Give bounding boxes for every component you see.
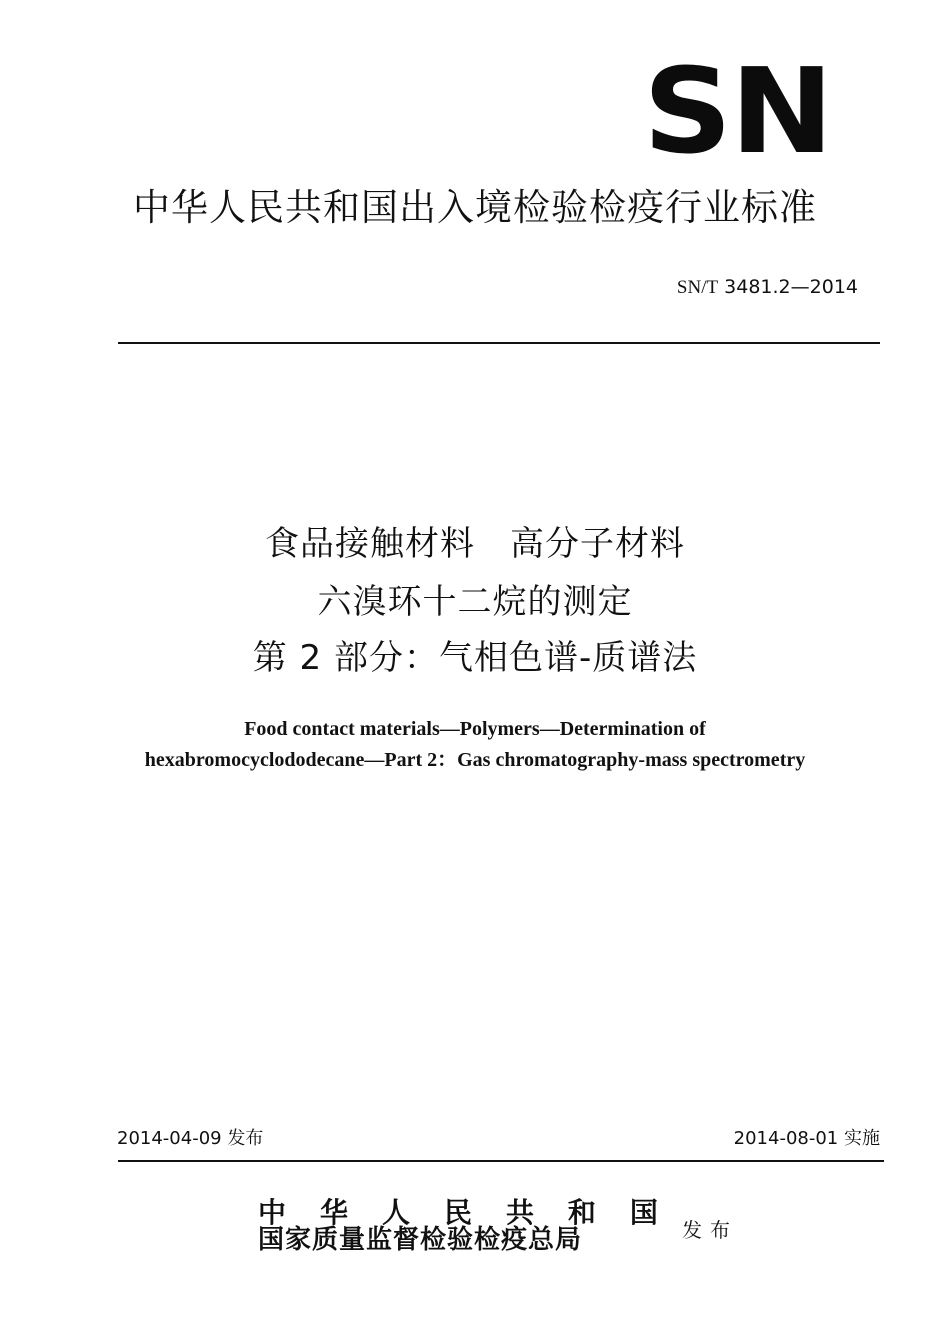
issuer-char: 民 bbox=[443, 1196, 472, 1229]
title-zh-line1: 食品接触材料 高分子材料 bbox=[265, 524, 685, 564]
bottom-divider bbox=[118, 1160, 884, 1162]
top-divider bbox=[118, 342, 880, 344]
implement-date: 2014-08-01 实施 bbox=[733, 1128, 880, 1149]
title-zh-line2: 六溴环十二烷的测定 bbox=[317, 582, 633, 622]
issuer-char: 共 bbox=[505, 1196, 534, 1229]
title-zh-line3: 第 2 部分：气相色谱-质谱法 bbox=[252, 638, 698, 678]
sn-logo: SN bbox=[643, 42, 832, 180]
issuer-char: 人 bbox=[381, 1196, 410, 1229]
organization-standard-title: 中华人民共和国出入境检验检疫行业标准 bbox=[133, 186, 817, 229]
publish-date: 2014-04-09 发布 bbox=[117, 1128, 264, 1149]
issuer-char: 国 bbox=[629, 1196, 658, 1229]
issue-action: 发布 bbox=[682, 1218, 738, 1242]
standard-prefix: SN/T bbox=[676, 277, 719, 298]
title-en-line1: Food contact materials—Polymers—Determination of bbox=[244, 718, 706, 740]
standard-number bbox=[677, 276, 858, 300]
issuer-char: 和 bbox=[567, 1196, 596, 1229]
issuer-agency: 国家质量监督检验检疫总局 bbox=[258, 1225, 583, 1255]
standard-code: 3481.2—2014 bbox=[724, 276, 858, 298]
issuer-char: 中 bbox=[258, 1196, 287, 1229]
issuer-char: 华 bbox=[319, 1196, 348, 1229]
title-en-line2: hexabromocyclododecane—Part 2：Gas chromatography-mass spectrometry bbox=[144, 749, 806, 771]
